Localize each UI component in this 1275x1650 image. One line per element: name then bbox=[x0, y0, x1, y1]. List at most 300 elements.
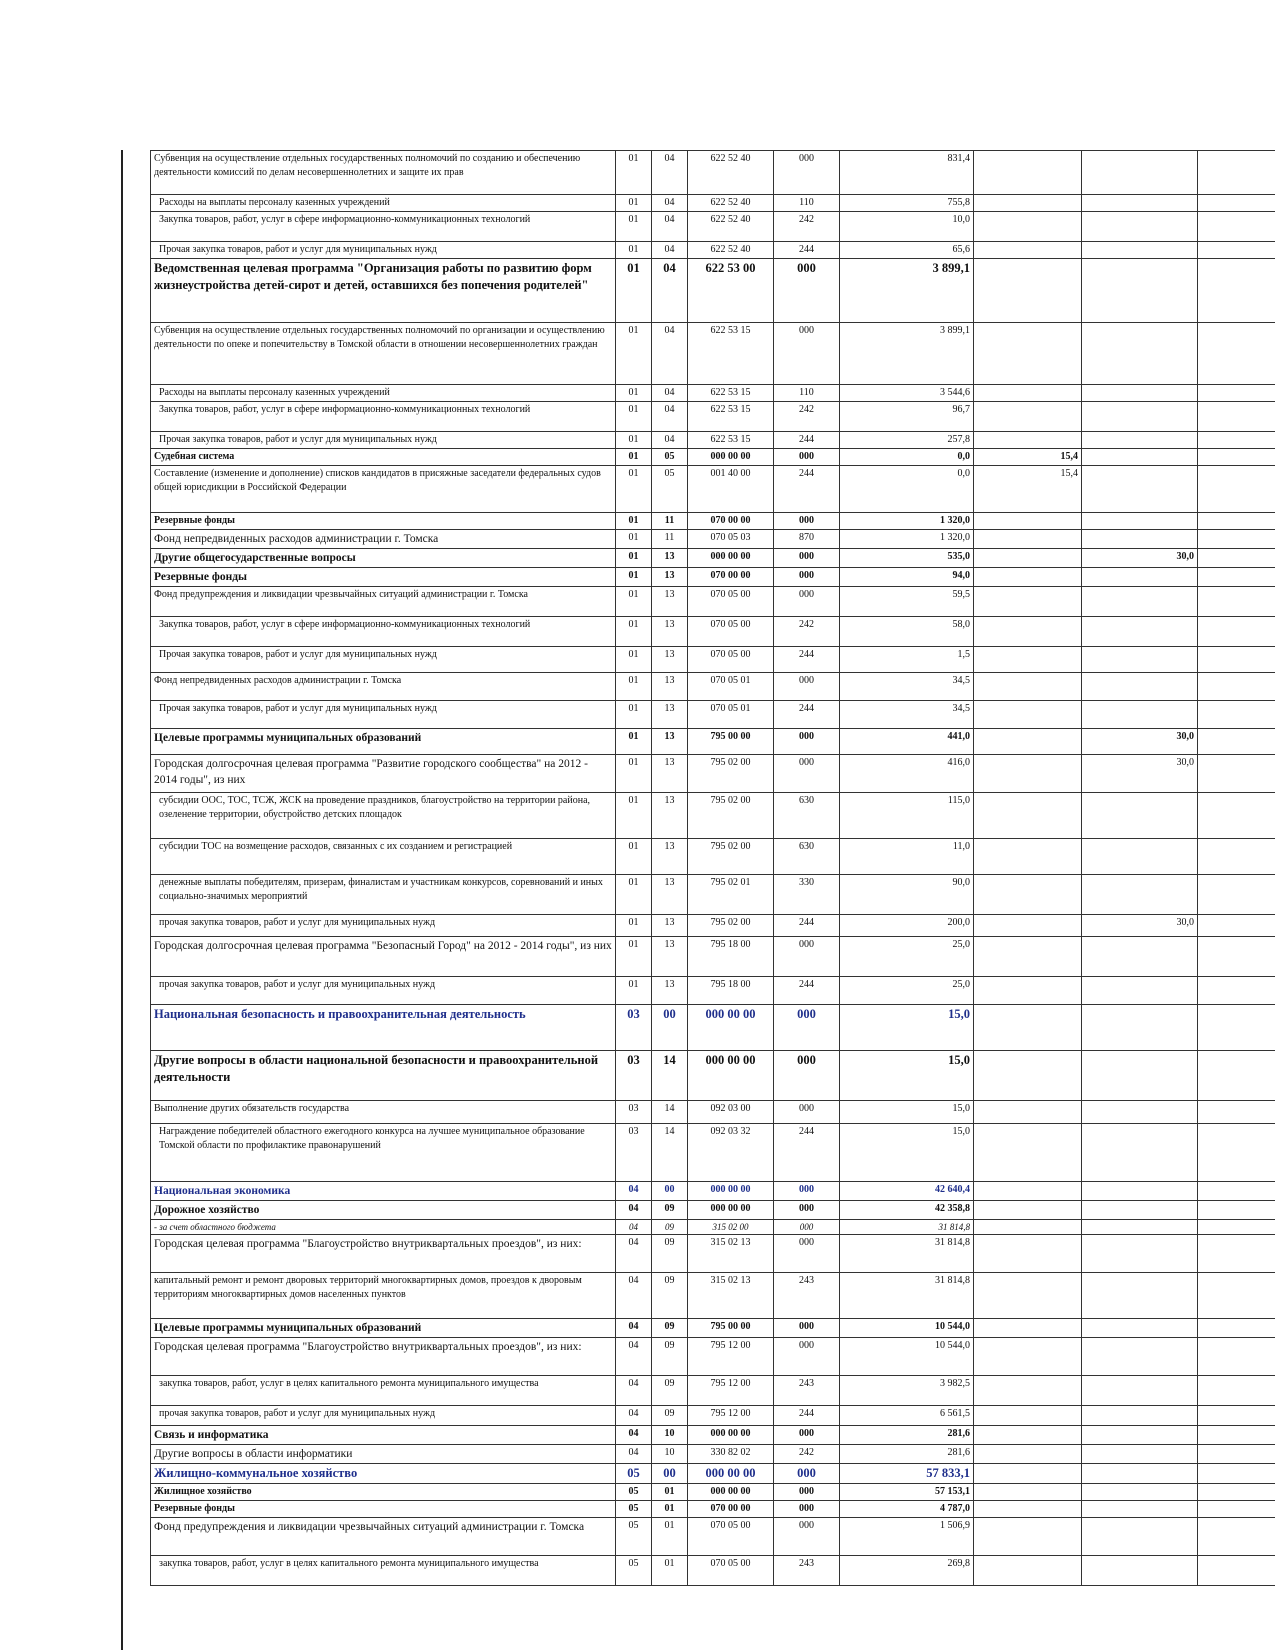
row-section-code: 05 bbox=[616, 1464, 652, 1484]
row-change-amount bbox=[974, 617, 1082, 647]
row-target-article-code: 070 05 00 bbox=[688, 647, 774, 673]
row-subsection-code: 04 bbox=[652, 385, 688, 402]
row-change-amount: 15,4 bbox=[974, 449, 1082, 466]
row-amount: 10 544,0 bbox=[840, 1338, 974, 1376]
row-extra-amount bbox=[1082, 977, 1198, 1005]
row-target-article-code: 000 00 00 bbox=[688, 1426, 774, 1445]
row-name: Субвенция на осуществление отдельных государственных полномочий по организации и осуществлению деятельности по опеке и попечительству в Томской области в отношении несовершеннолетних граждан bbox=[151, 323, 616, 385]
row-section-code: 01 bbox=[616, 151, 652, 195]
row-section-code: 03 bbox=[616, 1051, 652, 1101]
row-expense-type-code: 330 bbox=[774, 875, 840, 915]
table-row bbox=[151, 1051, 1275, 1101]
row-extra-amount bbox=[1082, 259, 1198, 323]
row-name: Дорожное хозяйство bbox=[151, 1201, 616, 1220]
row-amount: 1 320,0 bbox=[840, 513, 974, 530]
row-amount: 34,5 bbox=[840, 673, 974, 701]
row-extra-amount bbox=[1082, 1101, 1198, 1124]
row-amount: 115,0 bbox=[840, 793, 974, 839]
row-blank-cell bbox=[1198, 1338, 1275, 1376]
row-expense-type-code: 000 bbox=[774, 937, 840, 977]
row-section-code: 01 bbox=[616, 568, 652, 587]
row-amount: 416,0 bbox=[840, 755, 974, 793]
row-section-code: 01 bbox=[616, 432, 652, 449]
row-amount: 269,8 bbox=[840, 1556, 974, 1586]
row-blank-cell bbox=[1198, 568, 1275, 587]
row-target-article-code: 622 53 00 bbox=[688, 259, 774, 323]
row-extra-amount bbox=[1082, 875, 1198, 915]
row-section-code: 04 bbox=[616, 1338, 652, 1376]
row-amount: 4 787,0 bbox=[840, 1501, 974, 1518]
row-change-amount bbox=[974, 1501, 1082, 1518]
row-amount: 15,0 bbox=[840, 1124, 974, 1182]
row-amount: 42 640,4 bbox=[840, 1182, 974, 1201]
row-name: Закупка товаров, работ, услуг в сфере информационно-коммуникационных технологий bbox=[151, 212, 616, 242]
row-extra-amount bbox=[1082, 402, 1198, 432]
row-name: Прочая закупка товаров, работ и услуг для муниципальных нужд bbox=[151, 701, 616, 729]
row-extra-amount bbox=[1082, 1501, 1198, 1518]
row-target-article-code: 795 02 00 bbox=[688, 755, 774, 793]
row-change-amount bbox=[974, 513, 1082, 530]
row-amount: 11,0 bbox=[840, 839, 974, 875]
row-change-amount bbox=[974, 1101, 1082, 1124]
row-expense-type-code: 244 bbox=[774, 466, 840, 513]
row-target-article-code: 070 05 00 bbox=[688, 1518, 774, 1556]
row-name: Жилищно-коммунальное хозяйство bbox=[151, 1464, 616, 1484]
row-subsection-code: 13 bbox=[652, 839, 688, 875]
row-name: Выполнение других обязательств государства bbox=[151, 1101, 616, 1124]
table-row bbox=[151, 432, 1275, 449]
row-target-article-code: 315 02 13 bbox=[688, 1235, 774, 1273]
row-target-article-code: 795 00 00 bbox=[688, 729, 774, 755]
row-section-code: 01 bbox=[616, 875, 652, 915]
row-amount: 65,6 bbox=[840, 242, 974, 259]
row-amount: 10,0 bbox=[840, 212, 974, 242]
row-target-article-code: 795 02 00 bbox=[688, 839, 774, 875]
table-row bbox=[151, 1273, 1275, 1319]
row-extra-amount: 30,0 bbox=[1082, 549, 1198, 568]
row-section-code: 05 bbox=[616, 1484, 652, 1501]
row-subsection-code: 14 bbox=[652, 1124, 688, 1182]
row-name: Городская целевая программа "Благоустройство внутриквартальных проездов", из них: bbox=[151, 1235, 616, 1273]
row-expense-type-code: 000 bbox=[774, 673, 840, 701]
row-blank-cell bbox=[1198, 1376, 1275, 1406]
row-subsection-code: 04 bbox=[652, 259, 688, 323]
row-subsection-code: 13 bbox=[652, 549, 688, 568]
row-name: Прочая закупка товаров, работ и услуг для муниципальных нужд bbox=[151, 647, 616, 673]
row-subsection-code: 04 bbox=[652, 242, 688, 259]
row-subsection-code: 13 bbox=[652, 755, 688, 793]
row-expense-type-code: 244 bbox=[774, 1124, 840, 1182]
row-target-article-code: 070 05 03 bbox=[688, 530, 774, 549]
row-section-code: 01 bbox=[616, 977, 652, 1005]
row-change-amount bbox=[974, 549, 1082, 568]
table-row bbox=[151, 1319, 1275, 1338]
row-expense-type-code: 244 bbox=[774, 1406, 840, 1426]
table-row bbox=[151, 915, 1275, 937]
row-name: закупка товаров, работ, услуг в целях капитального ремонта муниципального имущества bbox=[151, 1376, 616, 1406]
row-extra-amount bbox=[1082, 432, 1198, 449]
row-blank-cell bbox=[1198, 323, 1275, 385]
row-target-article-code: 000 00 00 bbox=[688, 1182, 774, 1201]
table-row bbox=[151, 617, 1275, 647]
row-change-amount bbox=[974, 151, 1082, 195]
row-subsection-code: 04 bbox=[652, 323, 688, 385]
row-section-code: 01 bbox=[616, 242, 652, 259]
row-subsection-code: 09 bbox=[652, 1338, 688, 1376]
row-subsection-code: 09 bbox=[652, 1319, 688, 1338]
row-subsection-code: 13 bbox=[652, 977, 688, 1005]
row-name: Фонд непредвиденных расходов администрации г. Томска bbox=[151, 530, 616, 549]
row-extra-amount bbox=[1082, 1518, 1198, 1556]
row-target-article-code: 795 12 00 bbox=[688, 1406, 774, 1426]
row-section-code: 03 bbox=[616, 1005, 652, 1051]
row-name: Ведомственная целевая программа "Организация работы по развитию форм жизнеустройства детей-сирот и детей, оставшихся без попечения родителей" bbox=[151, 259, 616, 323]
row-target-article-code: 795 02 01 bbox=[688, 875, 774, 915]
row-blank-cell bbox=[1198, 242, 1275, 259]
row-target-article-code: 000 00 00 bbox=[688, 549, 774, 568]
table-row bbox=[151, 587, 1275, 617]
row-extra-amount bbox=[1082, 1464, 1198, 1484]
row-section-code: 01 bbox=[616, 701, 652, 729]
row-extra-amount bbox=[1082, 587, 1198, 617]
row-subsection-code: 09 bbox=[652, 1376, 688, 1406]
row-amount: 281,6 bbox=[840, 1445, 974, 1464]
table-row bbox=[151, 1201, 1275, 1220]
row-change-amount bbox=[974, 1484, 1082, 1501]
row-change-amount bbox=[974, 1518, 1082, 1556]
row-target-article-code: 070 00 00 bbox=[688, 568, 774, 587]
row-expense-type-code: 243 bbox=[774, 1376, 840, 1406]
table-row bbox=[151, 385, 1275, 402]
row-subsection-code: 13 bbox=[652, 647, 688, 673]
row-amount: 25,0 bbox=[840, 937, 974, 977]
row-extra-amount bbox=[1082, 839, 1198, 875]
row-change-amount bbox=[974, 1426, 1082, 1445]
row-name: Составление (изменение и дополнение) списков кандидатов в присяжные заседатели федеральных судов общей юрисдикции в Российской Федерации bbox=[151, 466, 616, 513]
row-name: субсидии ТОС на возмещение расходов, связанных с их созданием и регистрацией bbox=[151, 839, 616, 875]
row-subsection-code: 09 bbox=[652, 1235, 688, 1273]
row-expense-type-code: 000 bbox=[774, 151, 840, 195]
row-amount: 15,0 bbox=[840, 1051, 974, 1101]
row-subsection-code: 00 bbox=[652, 1464, 688, 1484]
row-extra-amount: 30,0 bbox=[1082, 755, 1198, 793]
table-row bbox=[151, 937, 1275, 977]
row-section-code: 04 bbox=[616, 1426, 652, 1445]
row-subsection-code: 13 bbox=[652, 875, 688, 915]
row-change-amount bbox=[974, 1556, 1082, 1586]
row-subsection-code: 00 bbox=[652, 1182, 688, 1201]
table-row bbox=[151, 1124, 1275, 1182]
row-blank-cell bbox=[1198, 1518, 1275, 1556]
row-target-article-code: 092 03 00 bbox=[688, 1101, 774, 1124]
row-subsection-code: 10 bbox=[652, 1426, 688, 1445]
row-name: Целевые программы муниципальных образований bbox=[151, 1319, 616, 1338]
row-expense-type-code: 000 bbox=[774, 1220, 840, 1235]
row-change-amount bbox=[974, 1406, 1082, 1426]
row-change-amount bbox=[974, 937, 1082, 977]
table-row bbox=[151, 673, 1275, 701]
row-extra-amount bbox=[1082, 195, 1198, 212]
row-subsection-code: 13 bbox=[652, 915, 688, 937]
row-section-code: 04 bbox=[616, 1273, 652, 1319]
row-amount: 15,0 bbox=[840, 1101, 974, 1124]
row-target-article-code: 000 00 00 bbox=[688, 1484, 774, 1501]
row-amount: 0,0 bbox=[840, 466, 974, 513]
row-name: Городская целевая программа "Благоустройство внутриквартальных проездов", из них: bbox=[151, 1338, 616, 1376]
row-section-code: 01 bbox=[616, 937, 652, 977]
row-section-code: 01 bbox=[616, 617, 652, 647]
row-change-amount bbox=[974, 259, 1082, 323]
table-row bbox=[151, 1426, 1275, 1445]
row-amount: 58,0 bbox=[840, 617, 974, 647]
table-row bbox=[151, 1005, 1275, 1051]
row-extra-amount bbox=[1082, 1051, 1198, 1101]
row-target-article-code: 070 05 00 bbox=[688, 1556, 774, 1586]
row-change-amount: 15,4 bbox=[974, 466, 1082, 513]
row-name: Закупка товаров, работ, услуг в сфере информационно-коммуникационных технологий bbox=[151, 617, 616, 647]
table-row bbox=[151, 647, 1275, 673]
row-amount: 90,0 bbox=[840, 875, 974, 915]
row-change-amount bbox=[974, 1051, 1082, 1101]
row-extra-amount bbox=[1082, 530, 1198, 549]
row-expense-type-code: 000 bbox=[774, 449, 840, 466]
row-subsection-code: 04 bbox=[652, 195, 688, 212]
row-section-code: 01 bbox=[616, 466, 652, 513]
row-blank-cell bbox=[1198, 1201, 1275, 1220]
row-extra-amount bbox=[1082, 513, 1198, 530]
row-subsection-code: 13 bbox=[652, 701, 688, 729]
row-expense-type-code: 000 bbox=[774, 1051, 840, 1101]
row-extra-amount bbox=[1082, 1201, 1198, 1220]
table-row bbox=[151, 449, 1275, 466]
row-section-code: 01 bbox=[616, 793, 652, 839]
row-extra-amount: 30,0 bbox=[1082, 915, 1198, 937]
row-extra-amount bbox=[1082, 1235, 1198, 1273]
table-row bbox=[151, 1484, 1275, 1501]
table-row bbox=[151, 151, 1275, 195]
row-extra-amount bbox=[1082, 1376, 1198, 1406]
row-expense-type-code: 244 bbox=[774, 977, 840, 1005]
row-expense-type-code: 000 bbox=[774, 1518, 840, 1556]
row-expense-type-code: 000 bbox=[774, 729, 840, 755]
row-expense-type-code: 000 bbox=[774, 1338, 840, 1376]
row-target-article-code: 622 52 40 bbox=[688, 242, 774, 259]
row-extra-amount bbox=[1082, 701, 1198, 729]
row-expense-type-code: 000 bbox=[774, 323, 840, 385]
row-subsection-code: 05 bbox=[652, 466, 688, 513]
row-expense-type-code: 242 bbox=[774, 617, 840, 647]
row-change-amount bbox=[974, 755, 1082, 793]
row-section-code: 04 bbox=[616, 1220, 652, 1235]
table-row bbox=[151, 1182, 1275, 1201]
row-change-amount bbox=[974, 1182, 1082, 1201]
row-blank-cell bbox=[1198, 1182, 1275, 1201]
row-target-article-code: 795 02 00 bbox=[688, 793, 774, 839]
row-extra-amount bbox=[1082, 793, 1198, 839]
table-row bbox=[151, 1406, 1275, 1426]
row-blank-cell bbox=[1198, 755, 1275, 793]
row-amount: 3 544,6 bbox=[840, 385, 974, 402]
row-name: Расходы на выплаты персоналу казенных учреждений bbox=[151, 385, 616, 402]
row-expense-type-code: 000 bbox=[774, 1182, 840, 1201]
row-blank-cell bbox=[1198, 839, 1275, 875]
row-name: Судебная система bbox=[151, 449, 616, 466]
row-blank-cell bbox=[1198, 1484, 1275, 1501]
row-name: Резервные фонды bbox=[151, 568, 616, 587]
row-blank-cell bbox=[1198, 259, 1275, 323]
row-amount: 31 814,8 bbox=[840, 1220, 974, 1235]
row-expense-type-code: 000 bbox=[774, 755, 840, 793]
row-target-article-code: 330 82 02 bbox=[688, 1445, 774, 1464]
row-expense-type-code: 000 bbox=[774, 1426, 840, 1445]
row-expense-type-code: 630 bbox=[774, 839, 840, 875]
row-expense-type-code: 000 bbox=[774, 513, 840, 530]
row-section-code: 01 bbox=[616, 513, 652, 530]
row-extra-amount: 30,0 bbox=[1082, 729, 1198, 755]
row-subsection-code: 04 bbox=[652, 212, 688, 242]
row-subsection-code: 13 bbox=[652, 729, 688, 755]
row-section-code: 01 bbox=[616, 839, 652, 875]
row-extra-amount bbox=[1082, 1182, 1198, 1201]
row-name: Городская долгосрочная целевая программа "Развитие городского сообщества" на 2012 - 2014 годы", из них bbox=[151, 755, 616, 793]
row-blank-cell bbox=[1198, 793, 1275, 839]
row-section-code: 04 bbox=[616, 1406, 652, 1426]
row-change-amount bbox=[974, 385, 1082, 402]
row-extra-amount bbox=[1082, 617, 1198, 647]
row-target-article-code: 622 52 40 bbox=[688, 151, 774, 195]
table-row bbox=[151, 729, 1275, 755]
row-subsection-code: 13 bbox=[652, 587, 688, 617]
row-blank-cell bbox=[1198, 1235, 1275, 1273]
row-blank-cell bbox=[1198, 549, 1275, 568]
row-blank-cell bbox=[1198, 673, 1275, 701]
table-row bbox=[151, 977, 1275, 1005]
row-blank-cell bbox=[1198, 1101, 1275, 1124]
row-change-amount bbox=[974, 793, 1082, 839]
row-change-amount bbox=[974, 1005, 1082, 1051]
row-amount: 6 561,5 bbox=[840, 1406, 974, 1426]
row-extra-amount bbox=[1082, 1556, 1198, 1586]
table-row bbox=[151, 242, 1275, 259]
row-name: Другие общегосударственные вопросы bbox=[151, 549, 616, 568]
row-expense-type-code: 000 bbox=[774, 259, 840, 323]
row-extra-amount bbox=[1082, 647, 1198, 673]
row-amount: 0,0 bbox=[840, 449, 974, 466]
row-subsection-code: 01 bbox=[652, 1556, 688, 1586]
table-row bbox=[151, 323, 1275, 385]
row-change-amount bbox=[974, 977, 1082, 1005]
row-blank-cell bbox=[1198, 729, 1275, 755]
row-amount: 94,0 bbox=[840, 568, 974, 587]
row-target-article-code: 070 00 00 bbox=[688, 513, 774, 530]
row-amount: 42 358,8 bbox=[840, 1201, 974, 1220]
row-extra-amount bbox=[1082, 1484, 1198, 1501]
row-extra-amount bbox=[1082, 1426, 1198, 1445]
row-blank-cell bbox=[1198, 647, 1275, 673]
row-name: Закупка товаров, работ, услуг в сфере информационно-коммуникационных технологий bbox=[151, 402, 616, 432]
row-name: Жилищное хозяйство bbox=[151, 1484, 616, 1501]
page-left-rule bbox=[121, 150, 123, 1650]
row-change-amount bbox=[974, 568, 1082, 587]
row-expense-type-code: 243 bbox=[774, 1556, 840, 1586]
row-extra-amount bbox=[1082, 568, 1198, 587]
table-row bbox=[151, 530, 1275, 549]
row-name: Другие вопросы в области информатики bbox=[151, 1445, 616, 1464]
row-extra-amount bbox=[1082, 1319, 1198, 1338]
row-expense-type-code: 000 bbox=[774, 568, 840, 587]
row-blank-cell bbox=[1198, 937, 1275, 977]
row-target-article-code: 070 05 01 bbox=[688, 701, 774, 729]
row-extra-amount bbox=[1082, 151, 1198, 195]
row-name: субсидии ООС, ТОС, ТСЖ, ЖСК на проведение праздников, благоустройство на территории района, озеленение территории, обустройство детских площадок bbox=[151, 793, 616, 839]
table-row bbox=[151, 402, 1275, 432]
row-blank-cell bbox=[1198, 977, 1275, 1005]
row-section-code: 01 bbox=[616, 212, 652, 242]
table-row bbox=[151, 1376, 1275, 1406]
row-subsection-code: 10 bbox=[652, 1445, 688, 1464]
row-extra-amount bbox=[1082, 673, 1198, 701]
row-name: прочая закупка товаров, работ и услуг для муниципальных нужд bbox=[151, 915, 616, 937]
row-expense-type-code: 000 bbox=[774, 1501, 840, 1518]
row-section-code: 01 bbox=[616, 530, 652, 549]
row-extra-amount bbox=[1082, 1273, 1198, 1319]
row-subsection-code: 01 bbox=[652, 1484, 688, 1501]
row-section-code: 01 bbox=[616, 755, 652, 793]
row-section-code: 01 bbox=[616, 729, 652, 755]
row-amount: 535,0 bbox=[840, 549, 974, 568]
row-expense-type-code: 244 bbox=[774, 701, 840, 729]
row-section-code: 04 bbox=[616, 1201, 652, 1220]
row-amount: 31 814,8 bbox=[840, 1273, 974, 1319]
row-blank-cell bbox=[1198, 385, 1275, 402]
row-subsection-code: 13 bbox=[652, 617, 688, 647]
row-blank-cell bbox=[1198, 1005, 1275, 1051]
row-blank-cell bbox=[1198, 875, 1275, 915]
row-amount: 281,6 bbox=[840, 1426, 974, 1445]
row-change-amount bbox=[974, 1235, 1082, 1273]
table-row bbox=[151, 793, 1275, 839]
row-change-amount bbox=[974, 1319, 1082, 1338]
row-change-amount bbox=[974, 729, 1082, 755]
row-extra-amount bbox=[1082, 1220, 1198, 1235]
row-section-code: 01 bbox=[616, 549, 652, 568]
row-expense-type-code: 244 bbox=[774, 647, 840, 673]
table-body bbox=[151, 151, 1275, 1586]
row-section-code: 03 bbox=[616, 1124, 652, 1182]
row-target-article-code: 070 00 00 bbox=[688, 1501, 774, 1518]
row-name: капитальный ремонт и ремонт дворовых территорий многоквартирных домов, проездов к дворовым территориям многоквартирных домов населенных пунктов bbox=[151, 1273, 616, 1319]
row-subsection-code: 01 bbox=[652, 1501, 688, 1518]
row-subsection-code: 09 bbox=[652, 1273, 688, 1319]
row-name: Резервные фонды bbox=[151, 1501, 616, 1518]
row-section-code: 04 bbox=[616, 1319, 652, 1338]
row-blank-cell bbox=[1198, 1406, 1275, 1426]
row-change-amount bbox=[974, 1338, 1082, 1376]
row-name: прочая закупка товаров, работ и услуг для муниципальных нужд bbox=[151, 977, 616, 1005]
row-section-code: 04 bbox=[616, 1376, 652, 1406]
row-change-amount bbox=[974, 432, 1082, 449]
row-name: прочая закупка товаров, работ и услуг для муниципальных нужд bbox=[151, 1406, 616, 1426]
row-target-article-code: 000 00 00 bbox=[688, 1051, 774, 1101]
row-extra-amount bbox=[1082, 1406, 1198, 1426]
row-extra-amount bbox=[1082, 449, 1198, 466]
row-change-amount bbox=[974, 242, 1082, 259]
row-subsection-code: 13 bbox=[652, 793, 688, 839]
row-target-article-code: 622 53 15 bbox=[688, 323, 774, 385]
row-amount: 200,0 bbox=[840, 915, 974, 937]
row-target-article-code: 795 02 00 bbox=[688, 915, 774, 937]
row-name: Городская долгосрочная целевая программа "Безопасный Город" на 2012 - 2014 годы", из них bbox=[151, 937, 616, 977]
